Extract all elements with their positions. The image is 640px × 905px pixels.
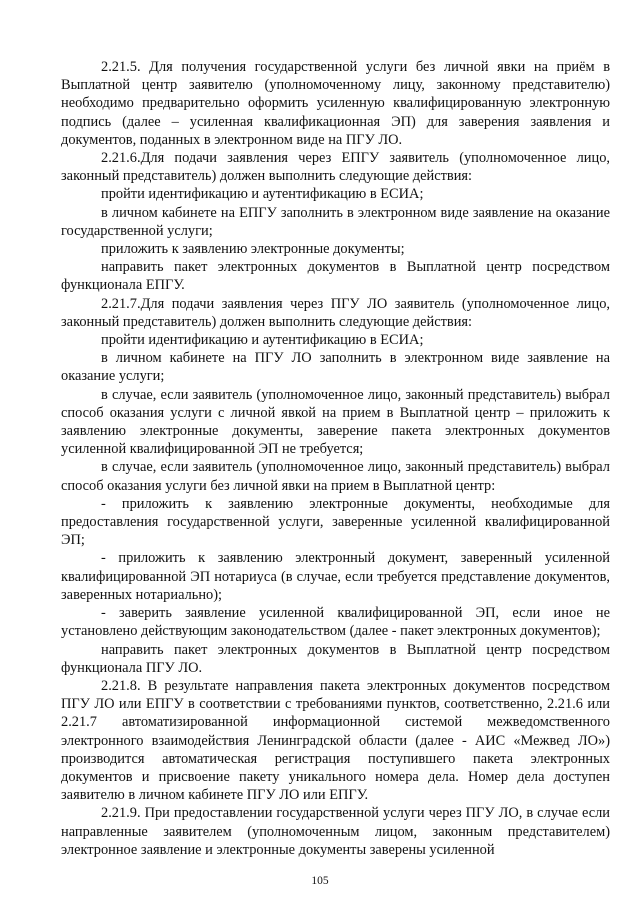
list-item: в случае, если заявитель (уполномоченное лицо, законный представитель) выбрал способ оказания услуги с личной явкой на прием в Выплатной центр – приложить к заявлению электронные документы, заверение пакета электронных документов усиленной квалифицированной ЭП не требуется;	[61, 386, 610, 458]
list-item: пройти идентификацию и аутентификацию в ЕСИА;	[101, 332, 424, 349]
list-item: пройти идентификацию и аутентификацию в ЕСИА;	[101, 186, 424, 203]
list-item: приложить к заявлению электронные документы;	[101, 241, 405, 258]
paragraph-2-21-5: 2.21.5. Для получения государственной услуги без личной явки на приём в Выплатной центр заявителю (уполномоченному лицу, законному представителю) необходимо предварительно оформить усиленную квалифицированную электронную подпись (далее – усиленная квалификационная ЭП) для заверения заявления и документов, поданных в электронном виде на ПГУ ЛО.	[61, 59, 610, 148]
list-item: направить пакет электронных документов в Выплатной центр посредством функционала ЕПГУ.	[61, 259, 610, 294]
list-item: в личном кабинете на ПГУ ЛО заполнить в электронном виде заявление на оказание услуги;	[61, 350, 610, 385]
list-item: направить пакет электронных документов в Выплатной центр посредством функционала ПГУ ЛО.	[61, 641, 610, 676]
list-item: - приложить к заявлению электронный документ, заверенный усиленной квалифицированной ЭП нотариуса (в случае, если требуется представление документов, заверенных нотариально);	[61, 550, 610, 603]
page-number: 105	[311, 875, 329, 887]
list-item: - заверить заявление усиленной квалифицированной ЭП, если иное не установлено действующим законодательством (далее - пакет электронных документов);	[61, 605, 610, 640]
paragraph-2-21-7: 2.21.7.Для подачи заявления через ПГУ ЛО заявитель (уполномоченное лицо, законный представитель) должен выполнить следующие действия:	[61, 295, 610, 330]
paragraph-2-21-8: 2.21.8. В результате направления пакета электронных документов посредством ПГУ ЛО или ЕПГУ в соответствии с требованиями пунктов, соответственно, 2.21.6 или 2.21.7 автоматизированной информационной системой межведомственного электронного взаимодействия Ленинградской области (далее - АИС «Межвед ЛО») производится автоматическая регистрация поступившего пакета электронных документов и присвоение пакету уникального номера дела. Номер дела доступен заявителю в личном кабинете ПГУ ЛО или ЕПГУ.	[61, 677, 610, 804]
list-item: в случае, если заявитель (уполномоченное лицо, законный представитель) выбрал способ оказания услуги без личной явки на прием в Выплатной центр:	[61, 459, 610, 494]
list-item: - приложить к заявлению электронные документы, необходимые для предоставления государственной услуги, заверенные усиленной квалифицированной ЭП;	[61, 495, 610, 549]
paragraph-2-21-6: 2.21.6.Для подачи заявления через ЕПГУ заявитель (уполномоченное лицо, законный представитель) должен выполнить следующие действия:	[61, 150, 610, 185]
paragraph-2-21-9: 2.21.9. При предоставлении государственной услуги через ПГУ ЛО, в случае если направленные заявителем (уполномоченным лицом, законным представителем) электронное заявление и электронные документы заверены усиленной	[61, 805, 610, 858]
list-item: в личном кабинете на ЕПГУ заполнить в электронном виде заявление на оказание государственной услуги;	[61, 204, 610, 239]
document-body	[61, 58, 610, 859]
